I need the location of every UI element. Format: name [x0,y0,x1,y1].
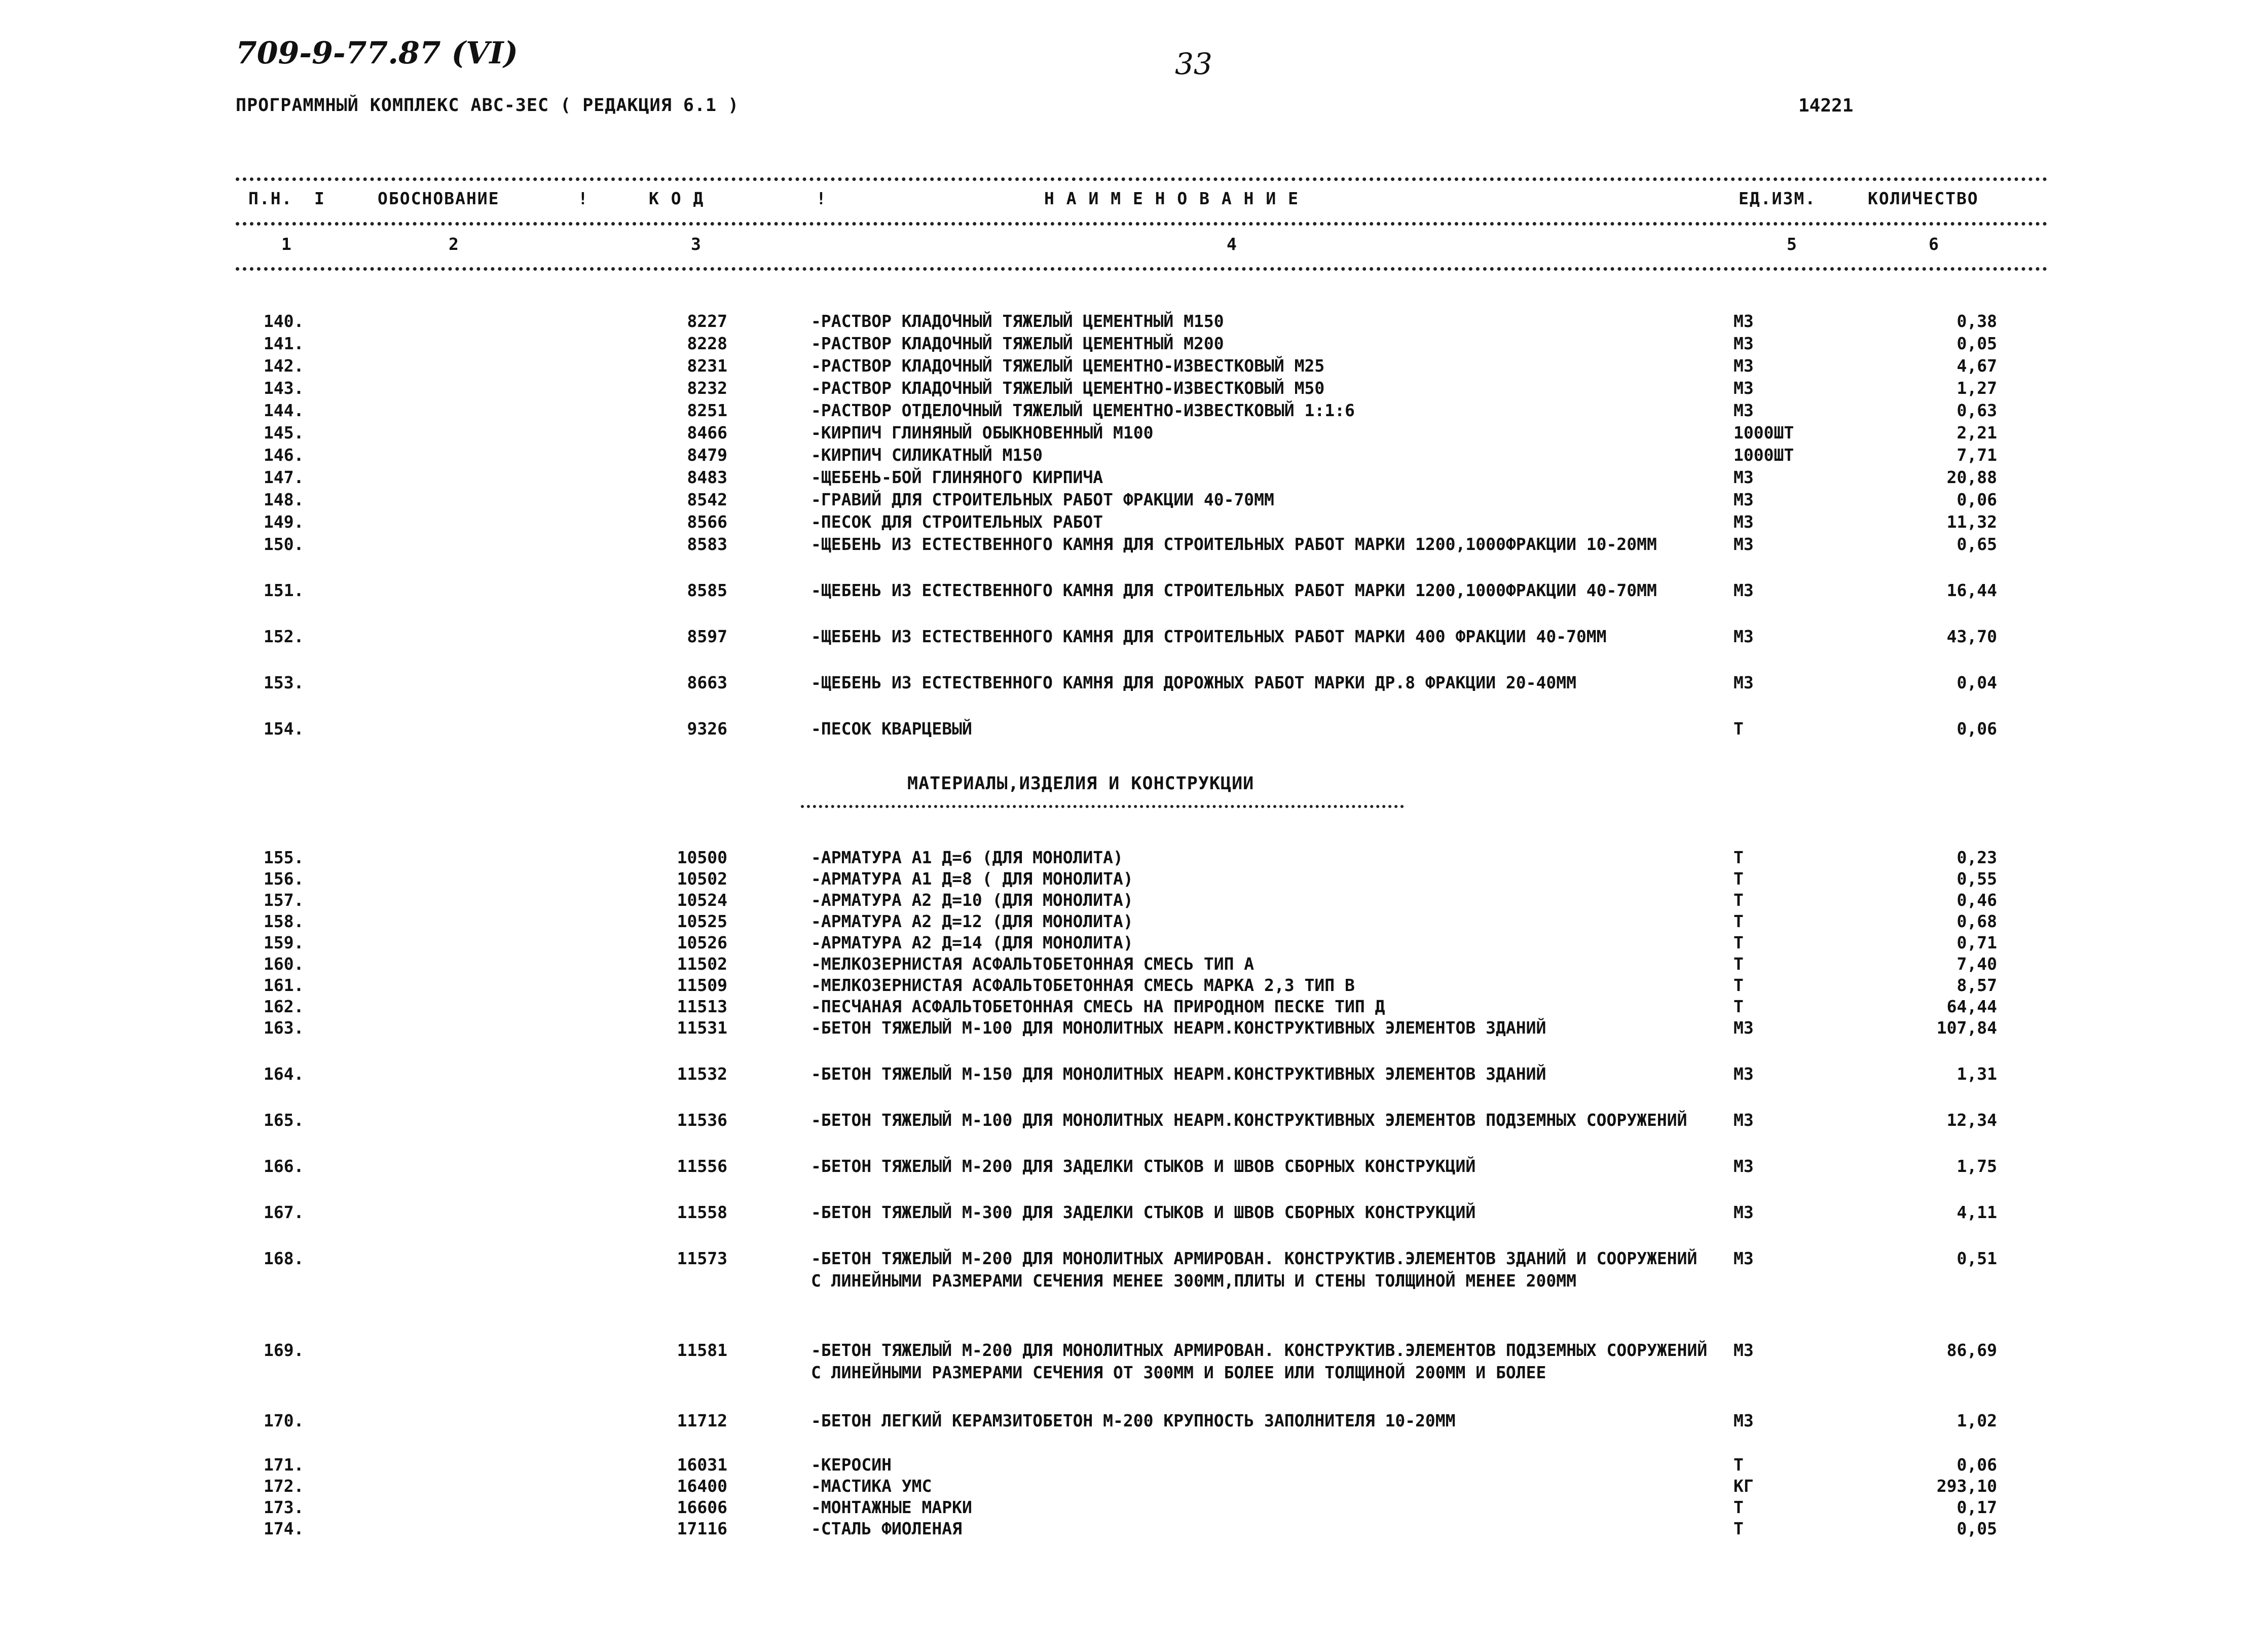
row-unit: М3 [1733,1249,1754,1268]
row-number: 145. [264,423,304,443]
row-name: -АРМАТУРА А2 Д=12 (ДЛЯ МОНОЛИТА) [811,911,1133,931]
row-name: -РАСТВОР ОТДЕЛОЧНЫЙ ТЯЖЕЛЫЙ ЦЕМЕНТНО-ИЗВЕСТКОВЫЙ 1:1:6 [811,400,1355,420]
row-code: 11573 [677,1249,727,1268]
row-code: 11502 [677,954,727,974]
row-name: -МЕЛКОЗЕРНИСТАЯ АСФАЛЬТОБЕТОННАЯ СМЕСЬ ТИП А [811,954,1254,974]
row-name: -БЕТОН ЛЕГКИЙ КЕРАМЗИТОБЕТОН М-200 КРУПНОСТЬ ЗАПОЛНИТЕЛЯ 10-20ММ [811,1411,1456,1430]
header-sep: ! [816,189,827,208]
row-code: 8228 [687,334,727,353]
row-unit: М3 [1733,1202,1754,1222]
row-name: -КИРПИЧ СИЛИКАТНЫЙ М150 [811,445,1043,465]
row-name: -ПЕСЧАНАЯ АСФАЛЬТОБЕТОННАЯ СМЕСЬ НА ПРИРОДНОМ ПЕСКЕ ТИП Д [811,997,1385,1016]
row-code: 10502 [677,869,727,889]
row-qty: 8,57 [1957,975,1997,995]
row-qty: 1,27 [1957,378,1997,398]
row-unit: 1000ШТ [1733,423,1794,443]
row-qty: 0,17 [1957,1497,1997,1517]
row-number: 142. [264,356,304,376]
row-unit: Т [1733,1455,1744,1475]
row-qty: 0,06 [1957,719,1997,739]
row-unit: Т [1733,997,1744,1016]
table-top-rule [236,177,2048,181]
row-qty: 4,11 [1957,1202,1997,1222]
row-name: -ПЕСОК ДЛЯ СТРОИТЕЛЬНЫХ РАБОТ [811,512,1103,532]
section-title: МАТЕРИАЛЫ,ИЗДЕЛИЯ И КОНСТРУКЦИИ [907,774,1254,794]
row-name: -БЕТОН ТЯЖЕЛЫЙ М-300 ДЛЯ ЗАДЕЛКИ СТЫКОВ И ШВОВ СБОРНЫХ КОНСТРУКЦИЙ [811,1202,1476,1222]
row-number: 155. [264,848,304,867]
row-code: 11581 [677,1340,727,1360]
row-number: 156. [264,869,304,889]
row-name: -ЩЕБЕНЬ ИЗ ЕСТЕСТВЕННОГО КАМНЯ ДЛЯ СТРОИТЕЛЬНЫХ РАБОТ МАРКИ 1200,1000ФРАКЦИИ 10-20ММ [811,534,1657,554]
row-unit: М3 [1733,400,1754,420]
row-code: 11531 [677,1018,727,1038]
row-number: 143. [264,378,304,398]
row-number: 154. [264,719,304,739]
row-unit: Т [1733,719,1744,739]
header-basis: ОБОСНОВАНИЕ [378,189,500,208]
row-unit: М3 [1733,1064,1754,1084]
row-unit: Т [1733,869,1744,889]
row-number: 161. [264,975,304,995]
row-qty: 0,46 [1957,890,1997,910]
row-code: 8251 [687,400,727,420]
row-number: 174. [264,1519,304,1538]
row-qty: 293,10 [1936,1476,1997,1496]
colnum-2: 2 [449,234,460,254]
row-code: 8483 [687,467,727,487]
row-name: -АРМАТУРА А1 Д=8 ( ДЛЯ МОНОЛИТА) [811,869,1133,889]
section-underline [801,805,1404,808]
row-name: -БЕТОН ТЯЖЕЛЫЙ М-200 ДЛЯ ЗАДЕЛКИ СТЫКОВ И ШВОВ СБОРНЫХ КОНСТРУКЦИЙ [811,1156,1476,1176]
row-number: 172. [264,1476,304,1496]
row-unit: М3 [1733,512,1754,532]
row-number: 163. [264,1018,304,1038]
row-code: 10524 [677,890,727,910]
row-unit: Т [1733,890,1744,910]
row-qty: 107,84 [1936,1018,1997,1038]
row-code: 11536 [677,1110,727,1130]
row-name: -МЕЛКОЗЕРНИСТАЯ АСФАЛЬТОБЕТОННАЯ СМЕСЬ МАРКА 2,3 ТИП В [811,975,1355,995]
colnum-5: 5 [1787,234,1798,254]
row-code: 11712 [677,1411,727,1430]
row-unit: Т [1733,954,1744,974]
row-code: 8663 [687,673,727,692]
row-number: 162. [264,997,304,1016]
row-unit: 1000ШТ [1733,445,1794,465]
row-qty: 0,71 [1957,933,1997,952]
row-code: 11513 [677,997,727,1016]
row-qty: 43,70 [1946,627,1997,646]
row-unit: Т [1733,848,1744,867]
row-name: -БЕТОН ТЯЖЕЛЫЙ М-100 ДЛЯ МОНОЛИТНЫХ НЕАРМ.КОНСТРУКТИВНЫХ ЭЛЕМЕНТОВ ПОДЗЕМНЫХ СООРУЖЕНИЙ [811,1110,1687,1130]
row-qty: 0,38 [1957,311,1997,331]
row-code: 11509 [677,975,727,995]
row-qty: 4,67 [1957,356,1997,376]
row-name: -АРМАТУРА А2 Д=10 (ДЛЯ МОНОЛИТА) [811,890,1133,910]
row-name: -МОНТАЖНЫЕ МАРКИ [811,1497,972,1517]
row-qty: 0,05 [1957,334,1997,353]
row-code: 8566 [687,512,727,532]
row-name: -БЕТОН ТЯЖЕЛЫЙ М-200 ДЛЯ МОНОЛИТНЫХ АРМИРОВАН. КОНСТРУКТИВ.ЭЛЕМЕНТОВ ПОДЗЕМНЫХ СООРУЖЕНИЙ С ЛИНЕЙНЫМИ РАЗМЕРАМИ СЕЧЕНИЯ ОТ 300ММ И БОЛЕЕ ИЛИ ТОЛЩИНОЙ 200ММ И БОЛЕЕ [811,1340,1708,1382]
row-name: -ЩЕБЕНЬ ИЗ ЕСТЕСТВЕННОГО КАМНЯ ДЛЯ СТРОИТЕЛЬНЫХ РАБОТ МАРКИ 1200,1000ФРАКЦИИ 40-70ММ [811,580,1657,600]
row-qty: 0,63 [1957,400,1997,420]
row-number: 140. [264,311,304,331]
row-qty: 86,69 [1946,1340,1997,1360]
row-code: 10526 [677,933,727,952]
row-unit: М3 [1733,627,1754,646]
row-name: -БЕТОН ТЯЖЕЛЫЙ М-100 ДЛЯ МОНОЛИТНЫХ НЕАРМ.КОНСТРУКТИВНЫХ ЭЛЕМЕНТОВ ЗДАНИЙ [811,1018,1546,1038]
row-number: 150. [264,534,304,554]
row-number: 166. [264,1156,304,1176]
program-title: ПРОГРАММНЫЙ КОМПЛЕКС АВС-3ЕС ( РЕДАКЦИЯ 6.1 ) [236,95,740,116]
row-code: 8585 [687,580,727,600]
row-unit: М3 [1733,1156,1754,1176]
row-qty: 1,31 [1957,1064,1997,1084]
row-code: 17116 [677,1519,727,1538]
row-unit: Т [1733,1497,1744,1517]
row-code: 16606 [677,1497,727,1517]
row-qty: 0,65 [1957,534,1997,554]
colnum-3: 3 [691,234,702,254]
row-name: -РАСТВОР КЛАДОЧНЫЙ ТЯЖЕЛЫЙ ЦЕМЕНТНЫЙ М150 [811,311,1224,331]
row-name: -ЩЕБЕНЬ ИЗ ЕСТЕСТВЕННОГО КАМНЯ ДЛЯ ДОРОЖНЫХ РАБОТ МАРКИ ДР.8 ФРАКЦИИ 20-40ММ [811,673,1576,692]
row-qty: 0,05 [1957,1519,1997,1538]
row-qty: 7,71 [1957,445,1997,465]
row-name: -ПЕСОК КВАРЦЕВЫЙ [811,719,972,739]
row-number: 153. [264,673,304,692]
row-number: 151. [264,580,304,600]
row-name: -ЩЕБЕНЬ-БОЙ ГЛИНЯНОГО КИРПИЧА [811,467,1103,487]
row-qty: 20,88 [1946,467,1997,487]
row-qty: 64,44 [1946,997,1997,1016]
row-unit: М3 [1733,334,1754,353]
row-code: 8231 [687,356,727,376]
row-qty: 0,23 [1957,848,1997,867]
row-code: 8479 [687,445,727,465]
row-qty: 1,02 [1957,1411,1997,1430]
table-header-rule [236,222,2048,226]
header-pn: П.Н. [248,189,293,208]
row-unit: М3 [1733,673,1754,692]
doc-code: 14221 [1798,95,1854,116]
row-number: 160. [264,954,304,974]
header-sep: ! [578,189,589,208]
row-qty: 16,44 [1946,580,1997,600]
header-qty: КОЛИЧЕСТВО [1868,189,1979,208]
row-unit: М3 [1733,1411,1754,1430]
row-number: 168. [264,1249,304,1268]
row-unit: Т [1733,933,1744,952]
row-unit: М3 [1733,311,1754,331]
row-unit: Т [1733,911,1744,931]
row-qty: 0,06 [1957,1455,1997,1475]
row-number: 152. [264,627,304,646]
row-unit: Т [1733,1519,1744,1538]
header-code: К О Д [649,189,705,208]
row-name: -РАСТВОР КЛАДОЧНЫЙ ТЯЖЕЛЫЙ ЦЕМЕНТНЫЙ М200 [811,334,1224,353]
row-code: 8466 [687,423,727,443]
row-number: 158. [264,911,304,931]
row-unit: М3 [1733,467,1754,487]
row-qty: 0,04 [1957,673,1997,692]
row-name: -КЕРОСИН [811,1455,892,1475]
row-number: 167. [264,1202,304,1222]
row-code: 11556 [677,1156,727,1176]
row-number: 165. [264,1110,304,1130]
row-name: -БЕТОН ТЯЖЕЛЫЙ М-200 ДЛЯ МОНОЛИТНЫХ АРМИРОВАН. КОНСТРУКТИВ.ЭЛЕМЕНТОВ ЗДАНИЙ И СООРУЖЕНИЙ С ЛИНЕЙНЫМИ РАЗМЕРАМИ СЕЧЕНИЯ МЕНЕЕ 300ММ,ПЛИТЫ И СТЕНЫ ТОЛЩИНОЙ МЕНЕЕ 200ММ [811,1249,1698,1291]
row-code: 11532 [677,1064,727,1084]
row-unit: М3 [1733,490,1754,509]
row-name: -ГРАВИЙ ДЛЯ СТРОИТЕЛЬНЫХ РАБОТ ФРАКЦИИ 40-70ММ [811,490,1274,509]
row-qty: 12,34 [1946,1110,1997,1130]
row-name: -КИРПИЧ ГЛИНЯНЫЙ ОБЫКНОВЕННЫЙ М100 [811,423,1154,443]
colnum-6: 6 [1929,234,1940,254]
row-unit: КГ [1733,1476,1754,1496]
row-code: 8542 [687,490,727,509]
row-number: 171. [264,1455,304,1475]
row-code: 11558 [677,1202,727,1222]
table-colnum-rule [236,267,2048,271]
row-unit: М3 [1733,378,1754,398]
row-name: -ЩЕБЕНЬ ИЗ ЕСТЕСТВЕННОГО КАМНЯ ДЛЯ СТРОИТЕЛЬНЫХ РАБОТ МАРКИ 400 ФРАКЦИИ 40-70ММ [811,627,1607,646]
row-qty: 1,75 [1957,1156,1997,1176]
row-qty: 2,21 [1957,423,1997,443]
row-code: 16400 [677,1476,727,1496]
row-code: 16031 [677,1455,727,1475]
row-name: -АРМАТУРА А2 Д=14 (ДЛЯ МОНОЛИТА) [811,933,1133,952]
row-name: -РАСТВОР КЛАДОЧНЫЙ ТЯЖЕЛЫЙ ЦЕМЕНТНО-ИЗВЕСТКОВЫЙ М50 [811,378,1325,398]
row-code: 10500 [677,848,727,867]
row-number: 170. [264,1411,304,1430]
row-number: 157. [264,890,304,910]
row-number: 173. [264,1497,304,1517]
colnum-1: 1 [281,234,292,254]
row-unit: М3 [1733,1018,1754,1038]
row-number: 148. [264,490,304,509]
row-code: 8597 [687,627,727,646]
row-name: -БЕТОН ТЯЖЕЛЫЙ М-150 ДЛЯ МОНОЛИТНЫХ НЕАРМ.КОНСТРУКТИВНЫХ ЭЛЕМЕНТОВ ЗДАНИЙ [811,1064,1546,1084]
row-number: 144. [264,400,304,420]
row-unit: М3 [1733,534,1754,554]
row-unit: М3 [1733,1340,1754,1360]
colnum-4: 4 [1227,234,1238,254]
header-unit: ЕД.ИЗМ. [1739,189,1817,208]
row-number: 149. [264,512,304,532]
row-unit: М3 [1733,356,1754,376]
row-number: 146. [264,445,304,465]
row-unit: М3 [1733,1110,1754,1130]
row-number: 141. [264,334,304,353]
header-sep: I [314,189,325,208]
row-unit: Т [1733,975,1744,995]
row-name: -РАСТВОР КЛАДОЧНЫЙ ТЯЖЕЛЫЙ ЦЕМЕНТНО-ИЗВЕСТКОВЫЙ М25 [811,356,1325,376]
row-number: 159. [264,933,304,952]
row-qty: 0,06 [1957,490,1997,509]
handwritten-doc-code: 709-9-77.87 (VI) [236,35,518,71]
row-unit: М3 [1733,580,1754,600]
row-code: 8232 [687,378,727,398]
row-code: 8583 [687,534,727,554]
row-number: 164. [264,1064,304,1084]
row-name: -МАСТИКА УМС [811,1476,932,1496]
row-code: 10525 [677,911,727,931]
row-code: 9326 [687,719,727,739]
page-number: 33 [1175,47,1212,81]
row-name: -СТАЛЬ ФИОЛЕНАЯ [811,1519,963,1538]
row-qty: 11,32 [1946,512,1997,532]
row-qty: 0,55 [1957,869,1997,889]
row-code: 8227 [687,311,727,331]
header-name: Н А И М Е Н О В А Н И Е [1044,189,1299,208]
row-qty: 0,68 [1957,911,1997,931]
row-qty: 0,51 [1957,1249,1997,1268]
row-qty: 7,40 [1957,954,1997,974]
row-number: 169. [264,1340,304,1360]
row-number: 147. [264,467,304,487]
row-name: -АРМАТУРА А1 Д=6 (ДЛЯ МОНОЛИТА) [811,848,1123,867]
